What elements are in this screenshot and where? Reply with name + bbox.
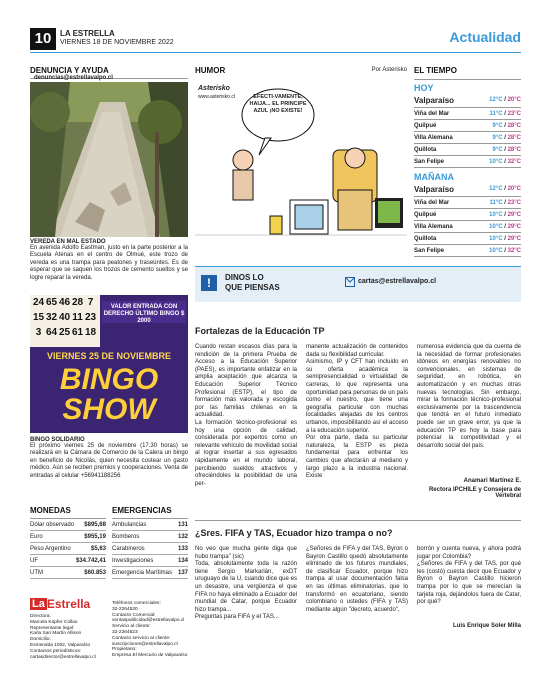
weather-temps: 11°C / 23°C: [489, 110, 521, 117]
emergencia-label: Investigaciones: [112, 557, 154, 564]
weather-row: [414, 132, 521, 144]
bingo-caption: [30, 437, 188, 480]
weather-min: 10°C: [489, 223, 503, 230]
bingo-number-cell: 24: [32, 297, 45, 308]
emergencias-panel: [112, 506, 188, 579]
weather-min: 10°C: [489, 211, 503, 218]
road-photo: [30, 82, 188, 237]
weather-row: [414, 245, 521, 257]
weather-row: [414, 182, 521, 197]
moneda-value: $60.853: [84, 569, 106, 576]
weather-city: Valparaíso: [414, 95, 455, 105]
moneda-label: Peso Argentino: [30, 545, 71, 552]
weather-max: 23°C: [507, 110, 521, 117]
moneda-row: [30, 555, 106, 567]
moneda-row: [30, 519, 106, 531]
weather-title: EL TIEMPO: [414, 66, 521, 80]
weather-city: San Felipe: [414, 247, 445, 254]
emergencias-title: EMERGENCIAS: [112, 506, 188, 519]
masthead-contacts: Teléfonos comerciales: 32-2264530 Contacto Comercial: ventaspublicidad@estrellavalpo.cl Servicio al cliente: 32-2264523 Contacto servicio al cliente: suscripciones@estrellavalpo.cl Propietario: Empresa El Mercurio de Valparaíso: [112, 601, 188, 659]
weather-temps: 11°C / 23°C: [489, 199, 521, 206]
emergencia-label: Carabineros: [112, 545, 145, 552]
weather-city: Viña del Mar: [414, 110, 450, 117]
section-title: Actualidad: [449, 29, 521, 45]
emergencia-label: Emergencia Marítimas: [112, 569, 173, 576]
bingo-caption-text: El próximo viernes 25 de noviembre (17.30 horas) se realizará en la Cámara de Comercio de la Calera un bingo en beneficio de Nicolás, quien necesita costear un gasto médico. Aún se reciben premios y cooperaciones. Venta de entradas al celular +56941188256: [30, 443, 188, 479]
weather-min: 10°C: [489, 235, 503, 242]
emergencia-label: Bomberos: [112, 533, 140, 540]
emergencia-row: [112, 531, 188, 543]
weather-city: Quillota: [414, 235, 437, 242]
letter1-signature: Anamari Martínez E.: [463, 478, 521, 484]
bingo-card: [30, 295, 100, 347]
emergencia-row: [112, 567, 188, 579]
emergencia-label: Ambulancias: [112, 521, 147, 528]
bingo-number-cell: 40: [58, 312, 71, 323]
weather-city: San Felipe: [414, 158, 445, 165]
bingo-title-2: SHOW: [62, 393, 156, 426]
letter1-col3: numerosa evidencia que da cuenta de la necesidad de formar profesionales idóneos en energías renovables no convencionales, en sistemas de seguridad, en robótica, en automatización y en muchas otras nuevas tecnologías. Sin embargo, mirar la formación técnico-profesional exclusivamente por la trascendencia que tendrá en el futuro inmediato puede ser un grave error, ya que la educación TP es hoy la base para potenciar la competitividad y el desarrollo social del país.: [417, 344, 521, 449]
weather-max: 28°C: [507, 134, 521, 141]
letters-banner-title-1: DINOS LO: [225, 273, 264, 282]
bingo-number-cell: 7: [87, 297, 94, 308]
weather-max: 29°C: [507, 211, 521, 218]
letters-banner-title-2: QUE PIENSAS: [225, 283, 280, 292]
denuncia-title: DENUNCIA Y AYUDA: [30, 66, 109, 75]
bingo-number-cell: 3: [35, 327, 42, 338]
bingo-number-cell: 61: [71, 327, 84, 338]
moneda-label: UTM: [30, 569, 43, 576]
masthead-logo: [30, 597, 90, 611]
bingo-number-cell: 11: [72, 312, 83, 323]
moneda-label: Euro: [30, 533, 43, 540]
paper-name: LA ESTRELLA: [60, 29, 115, 38]
weather-row: [414, 156, 521, 168]
weather-row: [414, 221, 521, 233]
alert-icon: !: [201, 275, 217, 291]
bingo-poster: [30, 295, 188, 433]
weather-row: [414, 120, 521, 132]
emergencia-value: 131: [177, 521, 188, 528]
weather-max: 20°C: [507, 97, 521, 103]
moneda-value: $895,68: [84, 521, 106, 528]
weather-temps: 10°C / 29°C: [489, 223, 521, 230]
weather-min: 12°C: [489, 97, 503, 103]
cartoon-bubble-text: EFECTI-VAMENTE, HAIJA... EL PRINCIPE AZUL ¡NO EXISTE!: [249, 94, 307, 114]
weather-today-list: [414, 93, 521, 168]
denuncia-email[interactable]: denuncias@estrellavalpo.cl: [34, 75, 113, 81]
emergencia-row: [112, 555, 188, 567]
emergencia-value: 134: [177, 557, 188, 564]
bingo-number-cell: 32: [45, 312, 58, 323]
weather-temps: 12°C / 20°C: [489, 186, 521, 192]
weather-row: [414, 197, 521, 209]
weather-max: 32°C: [507, 158, 521, 165]
letter1-col1: Cuando restan escasos días para la rendición de la primera Prueba de Acceso a la Educación Superior (PAES), es importante enfatizar en la amplia aceptación que alcanza la Educación Superior Técnico Profesional (ESTP), el tipo de formación más valorada y escogida por las familias chilenas en la actualidad. La formación técnico-profesional es hoy una opción de calidad, considerada por expertos como un relevante vehículo de movilidad social al lograr insertar a sus egresados rápidamente en el mundo laboral, percibiendo sueldos atractivos y ofreciéndoles la posibilidad de una per-: [195, 344, 297, 487]
weather-row: [414, 144, 521, 156]
bingo-caption-title: BINGO SOLIDARIO: [30, 437, 85, 443]
weather-temps: 10°C / 29°C: [489, 235, 521, 242]
weather-max: 29°C: [507, 223, 521, 230]
letters-banner-title: [225, 273, 280, 293]
weather-row: [414, 233, 521, 245]
weather-city: Villa Alemana: [414, 223, 453, 230]
bingo-number-cell: 25: [58, 327, 71, 338]
weather-temps: 10°C / 32°C: [489, 247, 521, 254]
weather-max: 23°C: [507, 199, 521, 206]
weather-panel: [414, 66, 521, 257]
moneda-value: $955,19: [84, 533, 106, 540]
letter1-col2: manente actualización de contenidos dada su flexibilidad curricular. Asimismo, IP y CFT han incluido en su oferta académica la semipresencialidad o virtualidad de carreras, lo que representa una oportunidad para personas de un país como el nuestro, que tiene una geografía particular con muchas localidades alejadas de los centros urbanos, imposibilitando así el acceso a la educación superior. Por otra parte, dada su particular naturaleza, la ESTP es pieza fundamental para enfrentar los cambios que afectarán al mediano y largo plazo a la industria nacional. Existe: [306, 344, 408, 480]
header-rule: [30, 52, 521, 53]
humor-title: HUMOR: [195, 66, 226, 75]
letters-banner: [195, 266, 521, 302]
weather-row: [414, 108, 521, 120]
weather-min: 9°C: [492, 146, 503, 153]
weather-min: 9°C: [492, 122, 503, 129]
humor-header: [195, 66, 407, 78]
moneda-value: $34.742,41: [75, 557, 106, 564]
logo-estrella: Estrella: [46, 597, 91, 611]
moneda-row: [30, 543, 106, 555]
emergencia-value: 132: [177, 533, 188, 540]
weather-max: 28°C: [507, 146, 521, 153]
masthead-staff: Directora: Marcela Küpfer Collao Representante legal: Karla San Martín Allison Domicilio: Esmeralda 1002, Valparaíso Contactos periodísticos: cartasdirector@estrellavalpo.cl: [30, 614, 96, 660]
denuncia-header: [30, 66, 188, 79]
weather-temps: 9°C / 28°C: [492, 134, 521, 141]
letter1-role: Rectora IPCHILE y Consejera de Vertebral: [428, 487, 521, 499]
letter2-signature: Luis Enrique Soler Milla: [452, 623, 521, 629]
bingo-number-cell: 64: [45, 327, 58, 338]
bingo-numbers: [32, 297, 98, 342]
weather-city: Viña del Mar: [414, 199, 450, 206]
weather-city: Villa Alemana: [414, 134, 453, 141]
weather-max: 29°C: [507, 235, 521, 242]
emergencia-row: [112, 519, 188, 531]
weather-city: Valparaíso: [414, 184, 455, 194]
weather-max: 28°C: [507, 122, 521, 129]
weather-tomorrow-label: MAÑANA: [414, 172, 454, 182]
bingo-number-cell: 23: [84, 312, 97, 323]
emergencias-list: [112, 519, 188, 579]
bingo-date: VIERNES 25 DE NOVIEMBRE: [46, 351, 172, 361]
letter2-title: ¿Sres. FIFA y TAS, Ecuador hizo trampa o no?: [195, 528, 393, 538]
weather-row: [414, 93, 521, 108]
bingo-number-cell: 18: [84, 327, 97, 338]
weather-city: Quillota: [414, 146, 437, 153]
weather-city: Quilpué: [414, 211, 437, 218]
letter2-col3: borrón y cuenta nueva, y ahora podrá jugar por Colombia? ¿Señores de FIFA y del TAS, por qué les (costó) cuesta decir que Ecuador y Byron o Bayron Castillo hicieron trampa por lo que se merecían la tarjeta roja, dejándolos fuera de Catar, por qué?: [417, 546, 521, 606]
weather-tomorrow-list: [414, 182, 521, 257]
issue-date: VIERNES 18 DE NOVIEMBRE 2022: [60, 39, 174, 46]
bingo-number-cell: 28: [71, 297, 84, 308]
weather-temps: 9°C / 28°C: [492, 122, 521, 129]
letter1-title: Fortalezas de la Educación TP: [195, 326, 325, 336]
weather-min: 10°C: [489, 158, 503, 165]
weather-min: 12°C: [489, 186, 503, 192]
weather-min: 11°C: [489, 199, 503, 206]
humor-cartoon: [195, 80, 407, 250]
letter2-col2: ¿Señores de FIFA y del TAS, Byron o Bayron Castillo quedó absolutamente eliminado de los futuros mundiales, de clasificar Ecuador, porque hizo trampa al usar documentación falsa en las últimas eliminatorias, que lo transformó en ecuatoriano, siendo colombiano o ustedes (FIFA y TAS) mediante algún "decreto, acuerdo",: [306, 546, 408, 613]
weather-max: 32°C: [507, 247, 521, 254]
weather-temps: 10°C / 29°C: [489, 211, 521, 218]
humor-author: Por Asterisko: [371, 67, 407, 73]
weather-city: Quilpué: [414, 122, 437, 129]
road-caption-text: En avenida Adolfo Eastman, justo en la parte posterior a la Escuela Atenas en el centro de Olmué, este trozo de vereda es una trampa para peatones y traseúntes. Es de esperar que se saquen los trozos de cemento sueltos y se logre reparar la vereda.: [30, 245, 188, 281]
weather-temps: 12°C / 20°C: [489, 97, 521, 103]
road-caption-title: VEREDA EN MAL ESTADO: [30, 239, 106, 245]
emergencia-value: 137: [177, 569, 188, 576]
emergencia-value: 133: [177, 545, 188, 552]
moneda-value: $5,63: [90, 545, 106, 552]
moneda-label: Dólar observado: [30, 521, 75, 528]
weather-min: 9°C: [492, 134, 503, 141]
monedas-panel: [30, 506, 106, 579]
moneda-row: [30, 531, 106, 543]
bingo-title-1: BINGO: [59, 363, 159, 396]
weather-min: 11°C: [489, 110, 503, 117]
bingo-number-cell: 46: [58, 297, 71, 308]
emergencia-row: [112, 543, 188, 555]
bingo-number-cell: 65: [45, 297, 58, 308]
weather-max: 20°C: [507, 186, 521, 192]
page-number: 10: [30, 28, 56, 50]
bingo-number-cell: 15: [32, 312, 45, 323]
monedas-title: MONEDAS: [30, 506, 106, 519]
bingo-banner: VALOR ENTRADA CON DERECHO ÚLTIMO BINGO $ 2000: [102, 301, 186, 323]
logo-la: La: [32, 598, 45, 610]
mail-icon: [345, 277, 355, 287]
weather-row: [414, 209, 521, 221]
weather-temps: 10°C / 32°C: [489, 158, 521, 165]
letter2-col1: No veo que mucha gente diga que hubo trampa" (sic) Toda, absolutamente toda la razón tiene Sergio Markarián, exDT uruguayo de la U, cuando dice que es un desastre, una vergüenza el que FIFA no haya eliminado a Ecuador del mundial de Catar, porque Ecuador hizo trampa... Preguntas para FIFA y el TAS...: [195, 546, 297, 621]
weather-temps: 9°C / 28°C: [492, 146, 521, 153]
road-caption: [30, 239, 188, 282]
moneda-label: UF: [30, 557, 38, 564]
moneda-row: [30, 567, 106, 579]
monedas-list: [30, 519, 106, 579]
letters-email[interactable]: cartas@estrellavalpo.cl: [358, 278, 437, 285]
weather-min: 10°C: [489, 247, 503, 254]
cartoon-site: www.asterisko.cl: [198, 94, 235, 100]
weather-today-label: HOY: [414, 83, 434, 93]
cartoon-signature: Asterisko: [198, 85, 230, 92]
